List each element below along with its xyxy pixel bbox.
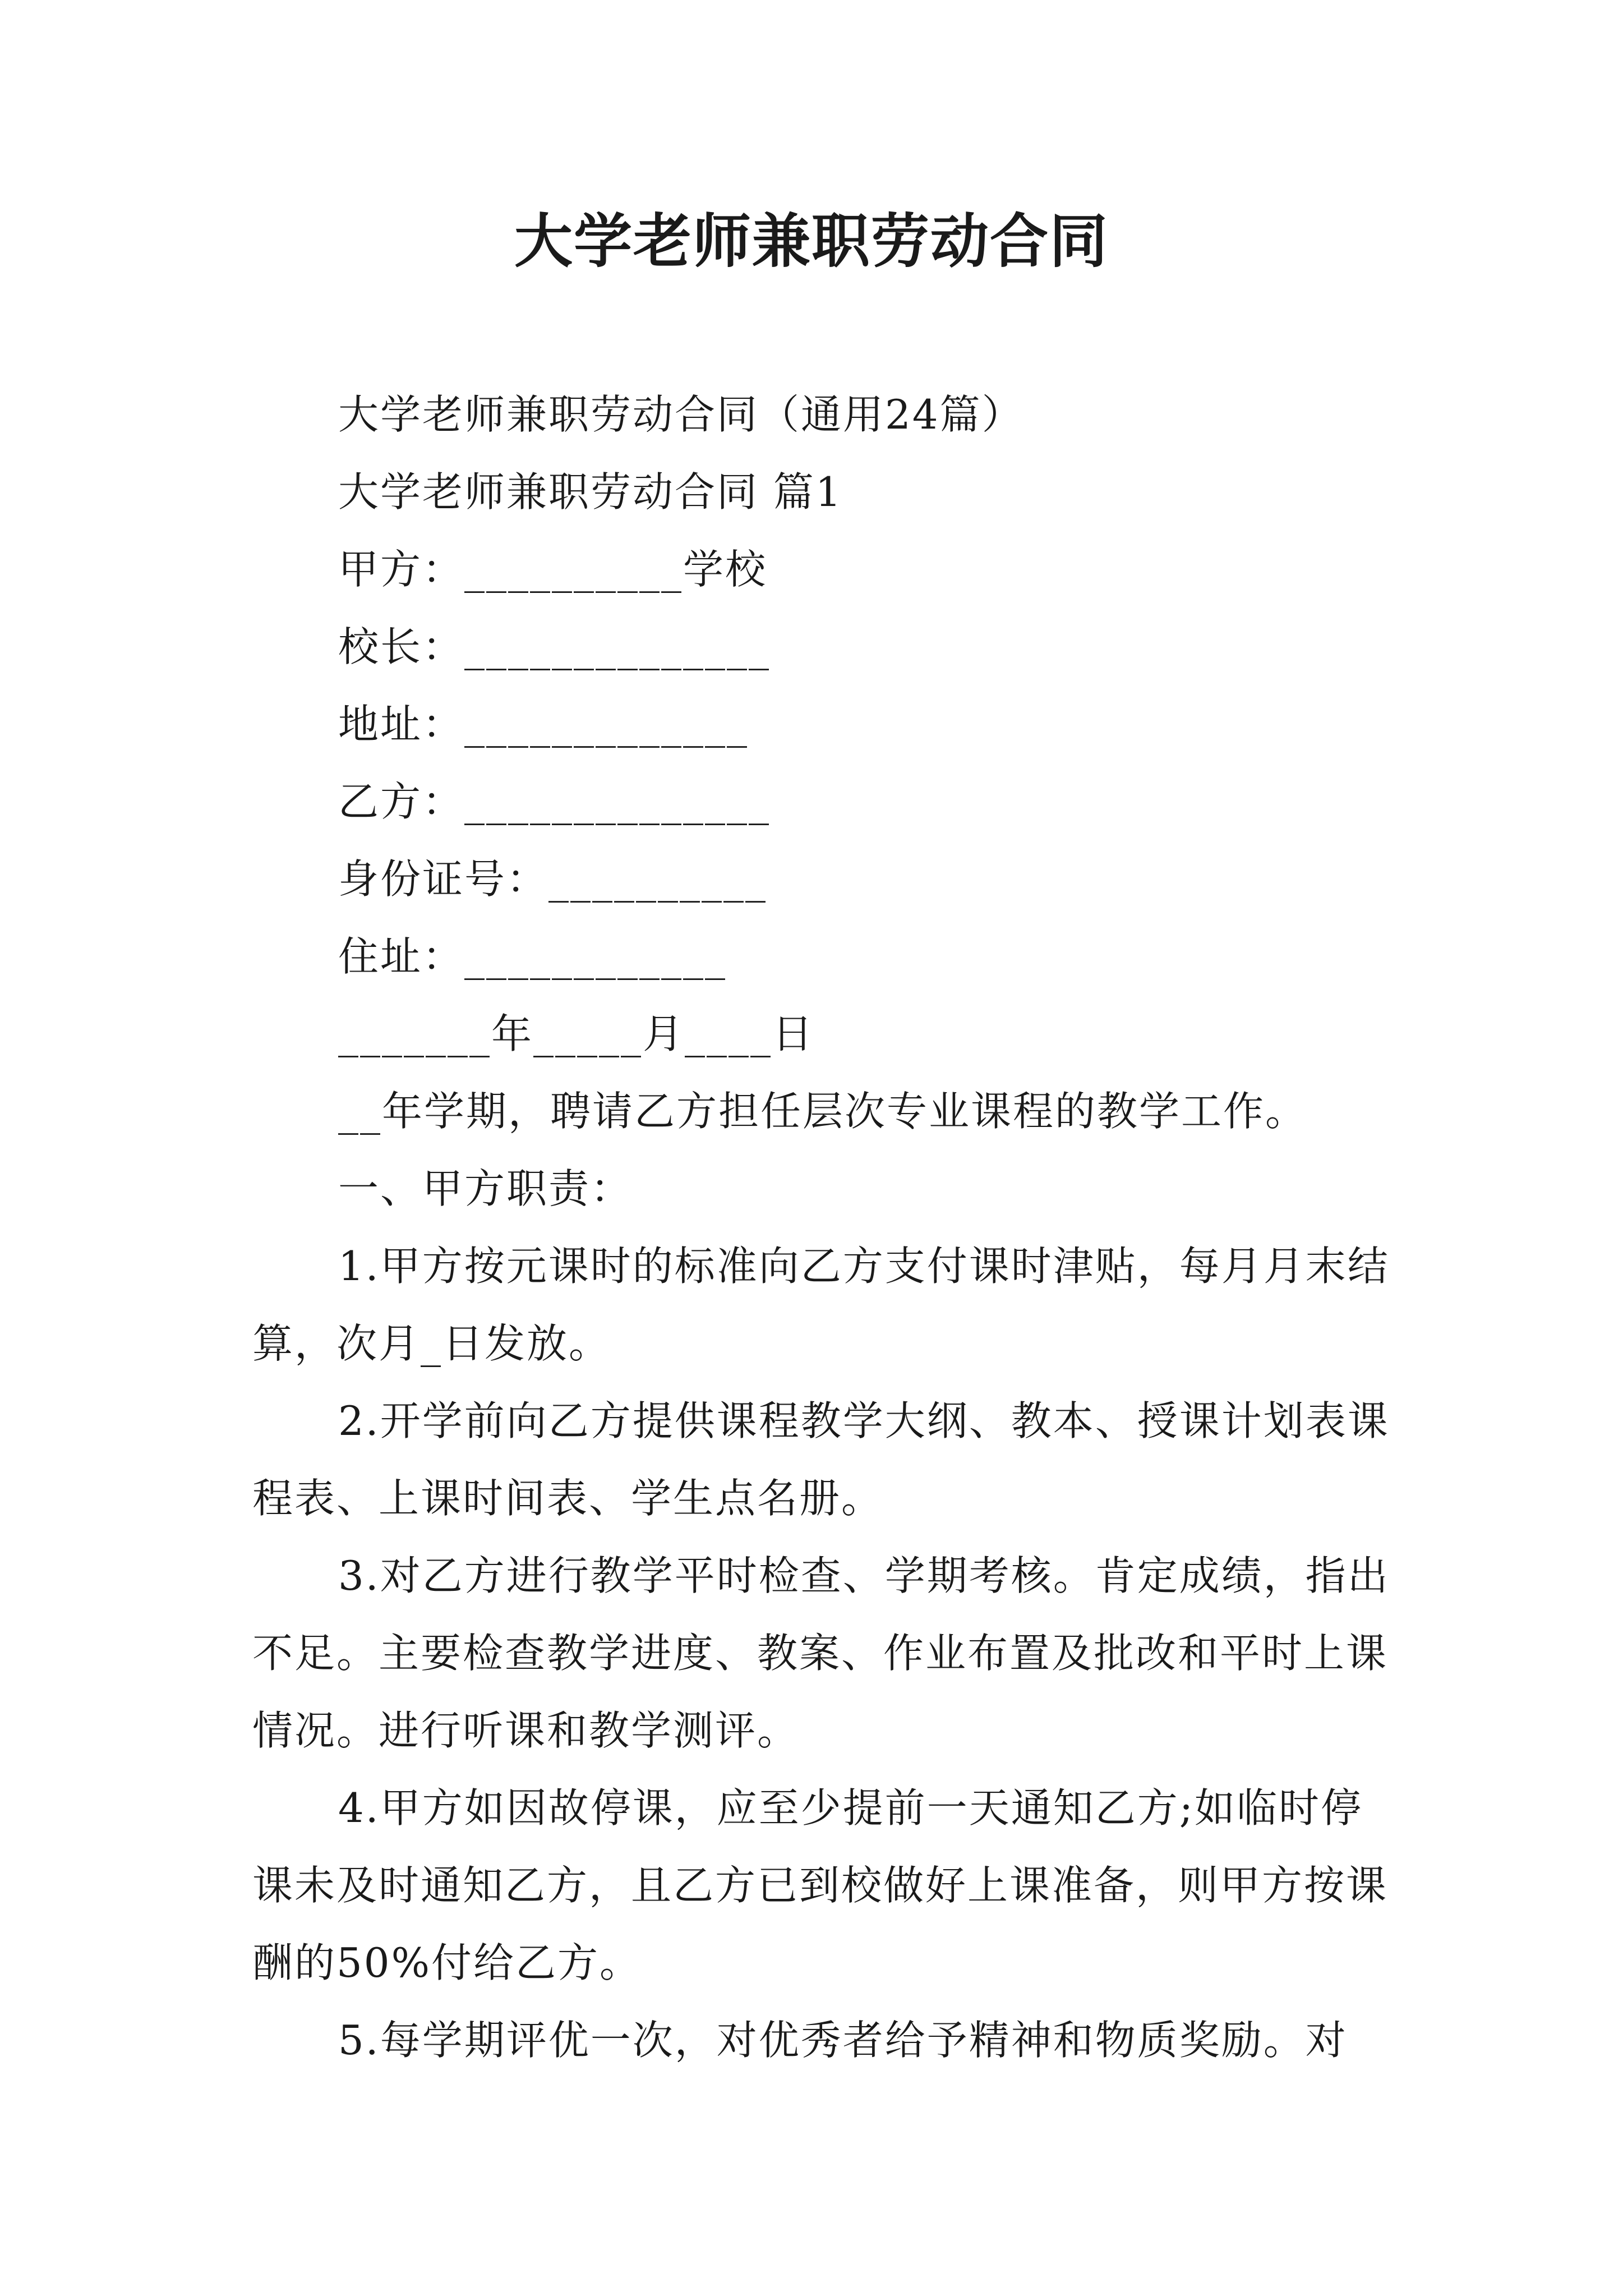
party-b-field: 乙方：______________ <box>338 778 771 825</box>
address-field: 地址：_____________ <box>338 701 749 748</box>
clause-item: 4.甲方如因故停课，应至少提前一天通知乙方;如临时停课未及时通知乙方，且乙方已到校做好上课准备，则甲方按课酬的50%付给乙方。 <box>252 1784 1389 1986</box>
clause-item: 5.每学期评优一次，对优秀者给予精神和物质奖励。对 <box>338 2017 1348 2064</box>
clause-item: 3.对乙方进行教学平时检查、学期考核。肯定成绩，指出不足。主要检查教学进度、教案、作业布置及批改和平时上课情况。进行听课和教学测评。 <box>252 1552 1390 1754</box>
party-a-field: 甲方：__________学校 <box>338 546 768 593</box>
subtitle-line: 大学老师兼职劳动合同（通用24篇） <box>338 391 1024 438</box>
document-title: 大学老师兼职劳动合同 <box>514 207 1109 275</box>
section-heading: 大学老师兼职劳动合同 篇1 <box>338 468 843 516</box>
principal-field: 校长：______________ <box>338 623 771 670</box>
clause-heading: 一、甲方职责： <box>338 1165 633 1212</box>
paragraph: __年学期，聘请乙方担任层次专业课程的教学工作。 <box>338 1088 1308 1135</box>
document-body <box>252 376 1391 2079</box>
date-field: _______年_____月____日 <box>338 1010 814 1057</box>
clause-item: 2.开学前向乙方提供课程教学大纲、教本、授课计划表课程表、上课时间表、学生点名册。 <box>252 1397 1390 1522</box>
clause-item: 1.甲方按元课时的标准向乙方支付课时津贴，每月月末结算，次月_日发放。 <box>252 1243 1390 1367</box>
id-number-field: 身份证号：__________ <box>338 855 768 903</box>
residence-field: 住址：____________ <box>338 933 727 980</box>
